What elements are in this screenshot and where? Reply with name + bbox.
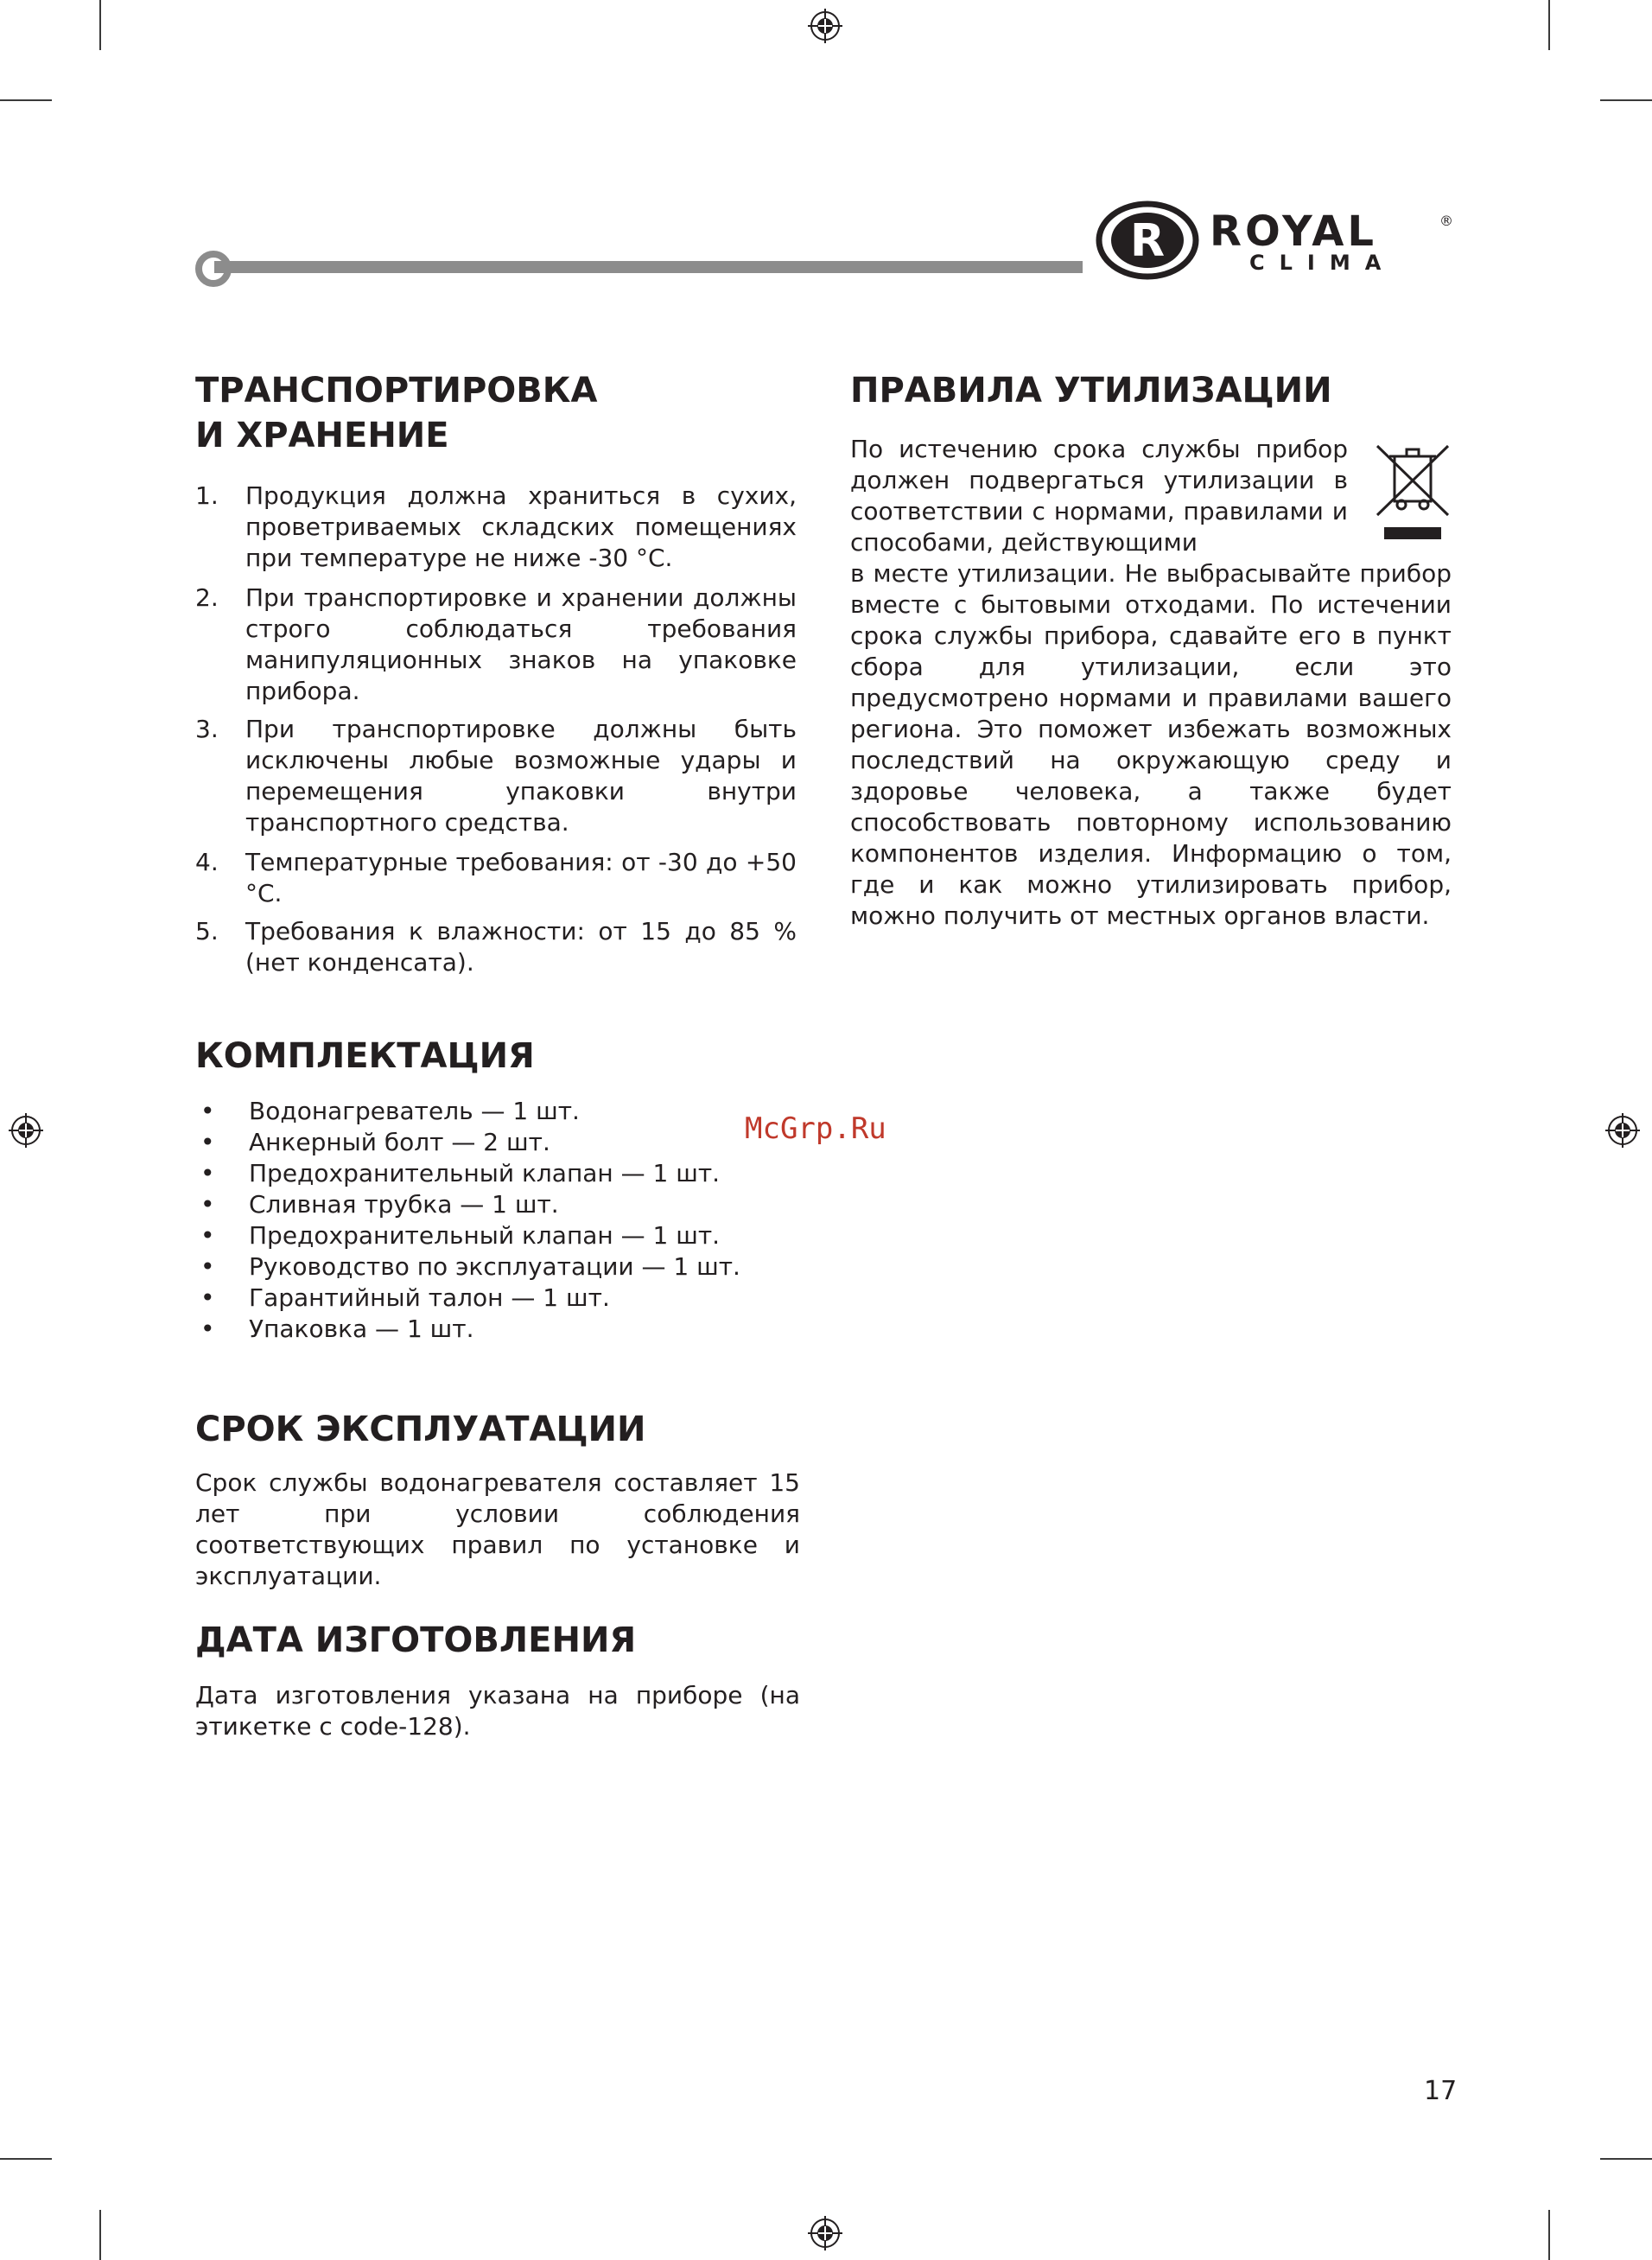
- bullet: •: [200, 1159, 215, 1187]
- crop-mark: [1548, 2210, 1550, 2260]
- bullet: •: [200, 1283, 215, 1312]
- watermark: McGrp.Ru: [745, 1111, 886, 1146]
- registration-mark-icon: [806, 2214, 844, 2252]
- header-bar-decoration: [214, 261, 1083, 273]
- crop-mark: [1600, 99, 1652, 101]
- list-text: Сливная трубка — 1 шт.: [249, 1190, 559, 1219]
- manufacture-date-heading: ДАТА ИЗГОТОВЛЕНИЯ: [195, 1620, 637, 1660]
- bullet: •: [200, 1128, 215, 1156]
- crossed-bin-icon: [1374, 441, 1452, 544]
- crop-mark: [99, 2210, 101, 2260]
- service-life-heading: СРОК ЭКСПЛУАТАЦИИ: [195, 1410, 646, 1449]
- registration-mark-icon: [7, 1111, 45, 1149]
- bullet: •: [200, 1252, 215, 1281]
- registered-mark: ®: [1439, 213, 1453, 229]
- list-text: Анкерный болт — 2 шт.: [249, 1128, 550, 1156]
- registration-mark-icon: [806, 7, 844, 45]
- list-text: Водонагреватель — 1 шт.: [249, 1097, 580, 1125]
- crop-mark: [0, 2158, 52, 2160]
- list-text: Предохранительный клапан — 1 шт.: [249, 1159, 721, 1187]
- brand-subname: CLIMA: [1249, 251, 1396, 275]
- service-life-text: Срок службы водонагревателя составляет 15 лет при условии соблюдения соответствующих правил по установке и эксплуатации.: [195, 1468, 800, 1590]
- list-text: Требования к влажности: от 15 до 85 % (нет конденсата).: [245, 917, 797, 977]
- bullet: •: [200, 1221, 215, 1250]
- manufacture-date-text: Дата изготовления указана на приборе (на этикетке с code-128).: [195, 1681, 800, 1741]
- package-heading: КОМПЛЕКТАЦИЯ: [195, 1036, 535, 1076]
- list-text: Продукция должна храниться в сухих, проветриваемых складских помещениях при температуре не ниже -30 °С.: [245, 481, 797, 572]
- list-number: 3.: [195, 715, 219, 743]
- list-text: Гарантийный талон — 1 шт.: [249, 1283, 610, 1312]
- disposal-text-intro: По истечению срока службы прибор должен подвергаться утилизации в соответствии с нормами, правилами и способами, действующими: [850, 435, 1348, 557]
- svg-text:R: R: [1129, 215, 1166, 267]
- disposal-heading: ПРАВИЛА УТИЛИЗАЦИИ: [850, 371, 1332, 411]
- transport-heading-line2: И ХРАНЕНИЕ: [195, 416, 449, 455]
- crop-mark: [0, 99, 52, 101]
- crop-mark: [99, 0, 101, 50]
- list-text: Температурные требования: от -30 до +50 °С.: [245, 848, 797, 907]
- bullet: •: [200, 1097, 215, 1125]
- list-text: Упаковка — 1 шт.: [249, 1315, 474, 1343]
- brand-logo: [1096, 197, 1458, 283]
- bullet: •: [200, 1190, 215, 1219]
- registration-mark-icon: [1604, 1111, 1642, 1149]
- list-text: Руководство по эксплуатации — 1 шт.: [249, 1252, 740, 1281]
- disposal-text: в месте утилизации. Не выбрасывайте прибор вместе с бытовыми отходами. По истечении срока службы прибора, сдавайте его в пункт сбора для утилизации, если это предусмотрено нормами и правилами вашего региона. Это поможет избежать возможных последствий на окружающую среду и здоровье человека, а также будет способствовать повторному использованию компонентов изделия. Информацию о том, где и как можно утилизировать прибор, можно получить от местных органов власти.: [850, 559, 1452, 930]
- brand-name: ROYAL: [1210, 207, 1377, 256]
- list-number: 4.: [195, 848, 219, 876]
- page-number: 17: [1424, 2076, 1458, 2106]
- list-number: 5.: [195, 917, 219, 945]
- crop-mark: [1548, 0, 1550, 50]
- transport-heading: [195, 368, 597, 458]
- list-text: При транспортировке и хранении должны строго соблюдаться требования манипуляционных знаков на упаковке прибора.: [245, 583, 797, 705]
- bullet: •: [200, 1315, 215, 1343]
- brand-emblem-icon: [1096, 201, 1199, 280]
- crop-mark: [1600, 2158, 1652, 2160]
- list-text: При транспортировке должны быть исключены любые возможные удары и перемещения упаковки внутри транспортного средства.: [245, 715, 797, 837]
- transport-heading-line1: ТРАНСПОРТИРОВКА: [195, 371, 598, 411]
- list-text: Предохранительный клапан — 1 шт.: [249, 1221, 721, 1250]
- list-number: 1.: [195, 481, 219, 510]
- list-number: 2.: [195, 583, 219, 612]
